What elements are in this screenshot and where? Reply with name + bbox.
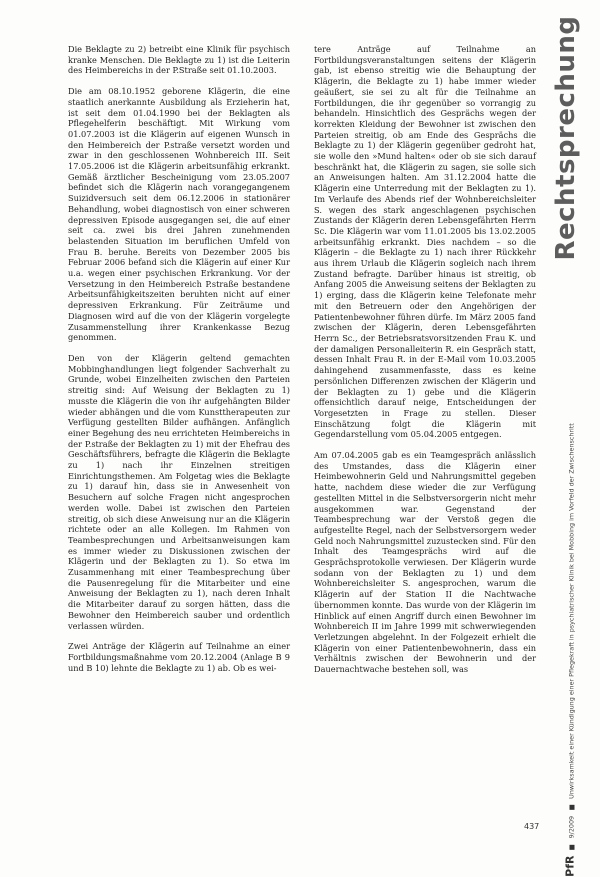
article-title: Unwirksamkeit einer Kündigung einer Pflegekraft in psychiatrischer Klinik bei Mobbing im Vorfeld der Zwischenschritt [567,423,576,799]
journal-logo: PfR [563,855,577,877]
right-column [314,44,536,685]
journal-footer [560,423,580,877]
paragraph: Die Beklagte zu 2) betreibt eine Klinik für psychisch kranke Menschen. Die Beklagte zu 1) ist die Leiterin des Heimbereichs in der P.Straße seit 01.10.2003. [68,44,290,76]
paragraph: Zwei Anträge der Klägerin auf Teilnahme an einer Fortbildungsmaßnahme vom 20.12.2004 (Anlage B 9 und B 10) lehnte die Beklagte zu 1) ab. Ob es wei- [68,641,290,673]
square-bullet-icon [569,844,574,849]
left-column [68,44,290,683]
page-number: 437 [524,822,540,831]
journal-footer-line [564,423,577,877]
paragraph: Die am 08.10.1952 geborene Klägerin, die eine staatlich anerkannte Ausbildung als Erzieherin hat, ist seit dem 01.04.1990 bei der Beklagten als Pflegehelferin beschäftigt. Mit Wirkung vom 01.07.2003 ist die Klägerin auf eigenen Wunsch in den Heimbereich der P.straße versetzt worden und zwar in den geschlossenen Wohnbereich III. Seit 17.05.2006 ist die Klägerin arbeitsunfähig erkrankt. Gemäß ärztlicher Bescheinigung vom 23.05.2007 befindet sich die Klägerin nach vorangegangenem Suizidversuch seit dem 06.12.2006 in stationärer Behandlung, wobei diagnostisch von einer schweren depressiven Episode ausgegangen sei, die auf einer seit ca. zwei bis drei Jahren zunehmenden belastenden Situation im beruflichen Umfeld von Frau B. beruhe. Bereits von Dezember 2005 bis Februar 2006 befand sich die Klägerin auf einer Kur u.a. wegen einer psychischen Erkrankung. Vor der Versetzung in den Heimbereich P.straße bestandene Arbeitsunfähigkeitszeiten beruhten nicht auf einer depressiven Erkrankung. Für Zeiträume und Diagnosen wird auf die von der Klägerin vorgelegte Zusammenstellung ihrer Krankenkasse Bezug genommen. [68,86,290,343]
paragraph: Den von der Klägerin geltend gemachten Mobbinghandlungen liegt folgender Sachverhalt zu Grunde, wobei Einzelheiten zwischen den Parteien streitig sind: Auf Weisung der Beklagten zu 1) musste die Klägerin die von ihr aufgehängten Bilder wieder abhängen und die vom Kunsttherapeuten zur Verfügung gestellten Bilder aufhängen. Anfänglich einer Begehung des neu errichteten Heimbereichs in der P.straße der Beklagten zu 1) mit der Ehefrau des Geschäftsführers, befragte die Klägerin die Beklagte zu 1) nach ihr Einzelnen streitigen Einrichtungsthemen. Am Folgetag wies die Beklagte zu 1) darauf hin, dass sie in Anwesenheit von Besuchern auf solche Fragen nicht angesprochen werden wolle. Dabei ist zwischen den Parteien streitig, ob sich diese Anweisung nur an die Klägerin richtete oder an alle Kollegen. Im Rahmen von Teambesprechungen und Arbeitsanweisungen kam es immer wieder zu Diskussionen zwischen der Klägerin und der Beklagten zu 1). So etwa im Zusammenhang mit einer Teambesprechung über die Pausenregelung für die Mitarbeiter und eine Anweisung der Beklagten zu 1), nach deren Inhalt die Mitarbeiter darauf zu sorgen hätten, dass die Bewohner den Heimbereich sauber und ordentlich verlassen würden. [68,352,290,631]
section-heading [549,15,583,261]
paragraph: Am 07.04.2005 gab es ein Teamgespräch anlässlich des Umstandes, dass die Klägerin einer Heimbewohnerin Geld und Nahrungsmittel gegeben hatte, nachdem diese wieder die zur Verfügung gestellten Mittel in die Selbstversorgerin nicht mehr ausgekommen war. Gegenstand der Teambesprechung war der Verstoß gegen die aufgestellte Regel, nach der Selbstversorgern weder Geld noch Nahrungsmittel zuzustecken sind. Für den Inhalt des Teamgesprächs wird auf die Gesprächsprotokolle verwiesen. Der Klägerin wurde sodann von der Beklagten zu 1) und dem Wohnbereichsleiter S. angesprochen, warum die Klägerin auf der Station II die Nachtwache übernommen konnte. Das wurde von der Klägerin im Hinblick auf einen Angriff durch einen Bewohner im Wohnbereich II im Jahre 1999 mit schwerwiegenden Verletzungen abgelehnt. In der Folgezeit erhielt die Klägerin von einer Patientenbewohnerin, dass ein Verhältnis zwischen der Bewohnerin und der Dauernachtwache bestehen soll, was [314,450,536,675]
paragraph: tere Anträge auf Teilnahme an Fortbildungsveranstaltungen seitens der Klägerin gab, ist ebenso streitig wie die Behauptung der Klägerin, die Beklagte zu 1) habe immer wieder geäußert, sie sei zu alt für die Teilnahme an Fortbildungen, die ihr gegenüber so vorrangig zu behandeln. Hinsichtlich des Gesprächs wegen der korrekten Kleidung der Bewohner ist zwischen den Parteien streitig, ob am Ende des Gesprächs die Beklagte zu 1) der Klägerin gegenüber gedroht hat, sie wolle den »Mund halten« oder ob sie sich darauf beschränkt hat, die Klägerin zu sagen, sie solle sich an Anweisungen halten. Am 31.12.2004 hatte die Klägerin eine Unterredung mit der Beklagten zu 1). Im Verlaufe des Abends rief der Wohnbereichsleiter S. wegen des stark angeschlagenen psychischen Zustands der Klägerin deren Lebensgefährten Herrn Sc. Die Klägerin war vom 11.01.2005 bis 13.02.2005 arbeitsunfähig erkrankt. Dies nachdem – so die Klägerin – die Beklagte zu 1) nach ihrer Rückkehr aus ihrem Urlaub die Klägerin sogleich nach ihrem Zustand befragte. Darüber hinaus ist streitig, ob Anfang 2005 die Anweisung seitens der Beklagten zu 1) erging, dass die Klägerin keine Telefonate mehr mit den Betreuern oder den Angehörigen der Patientenbewohner führen dürfe. Im März 2005 fand zwischen der Klägerin, deren Lebensgefährten Herrn Sc., der Betriebsratsvorsitzenden Frau K. und der damaligen Personalleiterin R. ein Gespräch statt, dessen Inhalt Frau R. in der E-Mail vom 10.03.2005 dahingehend zusammenfasste, dass es keine persönlichen Differenzen zwischen der Klägerin und der Beklagten zu 1) gebe und die Klägerin offensichtlich darauf neige, Entscheidungen der Vorgesetzten in Frage zu stellen. Dieser Einschätzung folgt die Klägerin mit Gegendarstellung vom 05.04.2005 entgegen. [314,44,536,440]
square-bullet-icon [569,805,574,810]
journal-issue: 9/2009 [567,815,576,839]
section-heading-text: Rechtsprechung [551,15,581,261]
